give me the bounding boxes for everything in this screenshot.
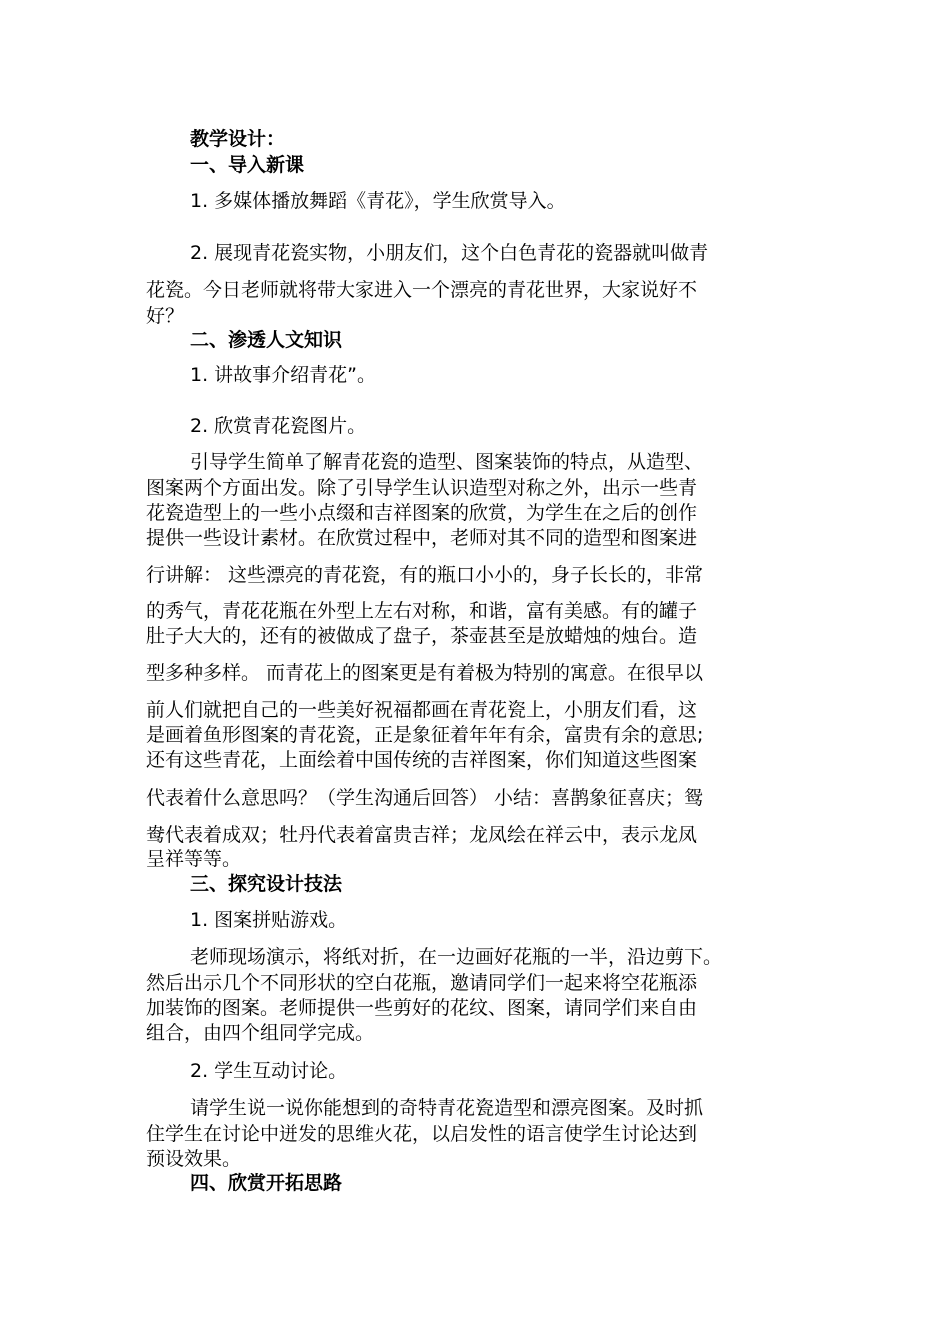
humanities-paragraph-line: 前人们就把自己的一些美好祝福都画在青花瓷上，小朋友们看，这	[146, 699, 698, 721]
humanities-paragraph-line: 图案两个方面出发。除了引导学生认识造型对称之外，出示一些青	[146, 477, 698, 499]
humanities-paragraph-line: 还有这些青花，上面绘着中国传统的吉祥图案，你们知道这些图案	[146, 749, 698, 771]
techniques-paragraph-2-line: 住学生在讨论中迸发的思维火花，以启发性的语言使学生讨论达到	[146, 1123, 698, 1145]
document-title: 教学设计：	[190, 128, 286, 150]
intro-item-1: 1. 多媒体播放舞蹈《青花》，学生欣赏导入。	[190, 190, 566, 212]
techniques-paragraph-2-line: 请学生说一说你能想到的奇特青花瓷造型和漂亮图案。及时抓	[190, 1097, 704, 1119]
humanities-item-2: 2. 欣赏青花瓷图片。	[190, 415, 367, 437]
humanities-paragraph-line: 鸯代表着成双；牡丹代表着富贵吉祥；龙凤绘在祥云中，表示龙凤	[146, 824, 698, 846]
techniques-paragraph-1-line: 加装饰的图案。老师提供一些剪好的花纹、图案，请同学们来自由	[146, 997, 698, 1019]
humanities-paragraph-line: 行讲解： 这些漂亮的青花瓷，有的瓶口小小的，身子长长的，非常	[146, 564, 704, 586]
techniques-item-1: 1. 图案拼贴游戏。	[190, 909, 348, 931]
techniques-paragraph-2-line: 预设效果。	[146, 1148, 242, 1170]
humanities-paragraph-line: 肚子大大的，还有的被做成了盘子，茶壶甚至是放蜡烛的烛台。造	[146, 625, 698, 647]
intro-item-2-line: 花瓷。今日老师就将带大家进入一个漂亮的青花世界，大家说好不	[146, 279, 698, 301]
section-heading-techniques: 三、探究设计技法	[190, 873, 343, 895]
techniques-item-2: 2. 学生互动讨论。	[190, 1060, 348, 1082]
techniques-paragraph-1-line: 组合，由四个组同学完成。	[146, 1022, 375, 1044]
humanities-paragraph-line: 型多种多样。 而青花上的图案更是有着极为特别的寓意。在很早以	[146, 662, 704, 684]
humanities-paragraph-line: 提供一些设计素材。在欣赏过程中，老师对其不同的造型和图案进	[146, 527, 698, 549]
techniques-paragraph-1-line: 老师现场演示，将纸对折，在一边画好花瓶的一半，沿边剪下。	[190, 946, 723, 968]
humanities-paragraph-line: 是画着鱼形图案的青花瓷，正是象征着年年有余，富贵有余的意思;	[146, 724, 704, 746]
humanities-paragraph-line: 呈祥等等。	[146, 848, 242, 870]
humanities-paragraph-line: 引导学生简单了解青花瓷的造型、图案装饰的特点，从造型、	[190, 451, 704, 473]
section-heading-appreciation: 四、欣赏开拓思路	[190, 1172, 343, 1194]
humanities-paragraph-line: 的秀气，青花花瓶在外型上左右对称，和谐，富有美感。有的罐子	[146, 600, 698, 622]
intro-item-2-line: 2. 展现青花瓷实物，小朋友们，这个白色青花的瓷器就叫做青	[190, 242, 709, 264]
section-heading-humanities: 二、渗透人文知识	[190, 329, 343, 351]
intro-item-2-line: 好？	[146, 305, 185, 327]
humanities-item-1: 1. 讲故事介绍青花”。	[190, 364, 377, 386]
humanities-paragraph-line: 花瓷造型上的一些小点缀和吉祥图案的欣赏，为学生在之后的创作	[146, 502, 698, 524]
humanities-paragraph-line: 代表着什么意思吗？（学生沟通后回答） 小结：喜鹊象征喜庆；鸳	[146, 787, 704, 809]
techniques-paragraph-1-line: 然后出示几个不同形状的空白花瓶，邀请同学们一起来将空花瓶添	[146, 972, 698, 994]
section-heading-intro: 一、导入新课	[190, 154, 305, 176]
